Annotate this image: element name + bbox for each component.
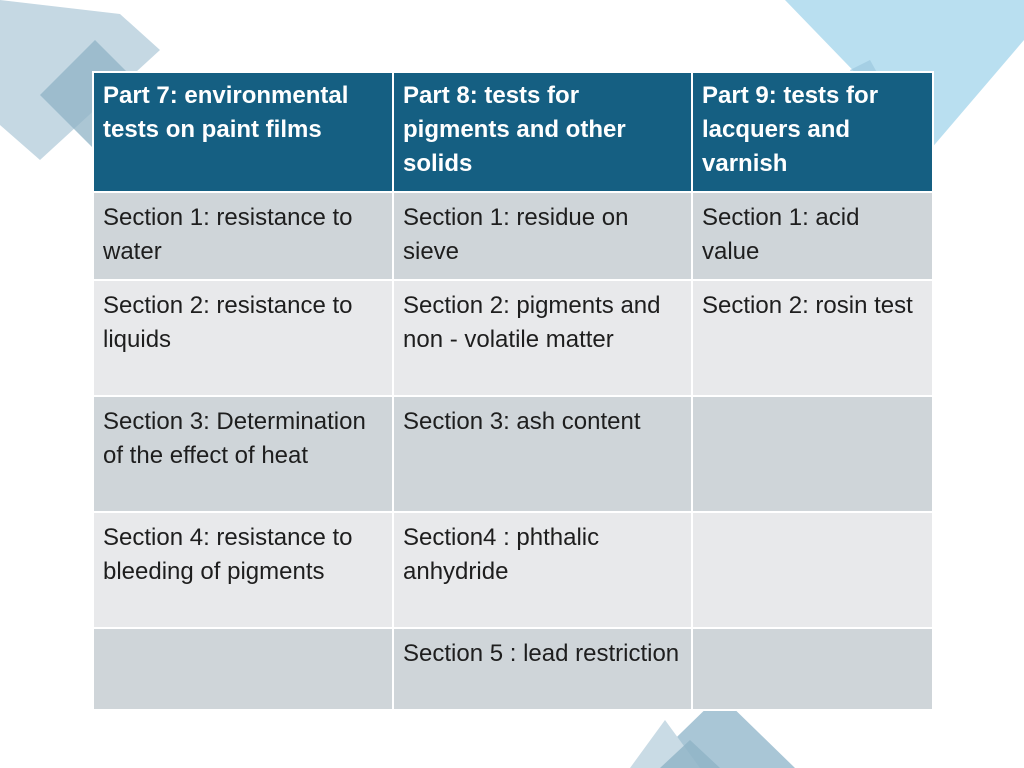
table-cell: Section 5 : lead restriction (393, 628, 692, 710)
table-cell: Section 1: acid value (692, 192, 933, 280)
header-part-9: Part 9: tests for lacquers and varnish (692, 72, 933, 192)
table-row (93, 280, 933, 396)
table-cell (93, 628, 393, 710)
table-cell (692, 512, 933, 628)
table-header-row (93, 72, 933, 192)
table-cell: Section 3: ash content (393, 396, 692, 512)
table-cell: Section 2: resistance to liquids (93, 280, 393, 396)
paint-tests-table (92, 71, 934, 711)
table-row (93, 192, 933, 280)
table-cell: Section 4: resistance to bleeding of pigments (93, 512, 393, 628)
header-part-8: Part 8: tests for pigments and other solids (393, 72, 692, 192)
header-part-7: Part 7: environmental tests on paint films (93, 72, 393, 192)
table-cell: Section 1: residue on sieve (393, 192, 692, 280)
table-row (93, 396, 933, 512)
table-cell: Section 3: Determination of the effect of heat (93, 396, 393, 512)
table-row (93, 628, 933, 710)
table-cell: Section4 : phthalic anhydride (393, 512, 692, 628)
table-cell: Section 2: rosin test (692, 280, 933, 396)
content-table-container (92, 71, 932, 711)
table-cell: Section 2: pigments and non - volatile matter (393, 280, 692, 396)
table-cell: Section 1: resistance to water (93, 192, 393, 280)
table-row (93, 512, 933, 628)
table-cell (692, 628, 933, 710)
table-cell (692, 396, 933, 512)
